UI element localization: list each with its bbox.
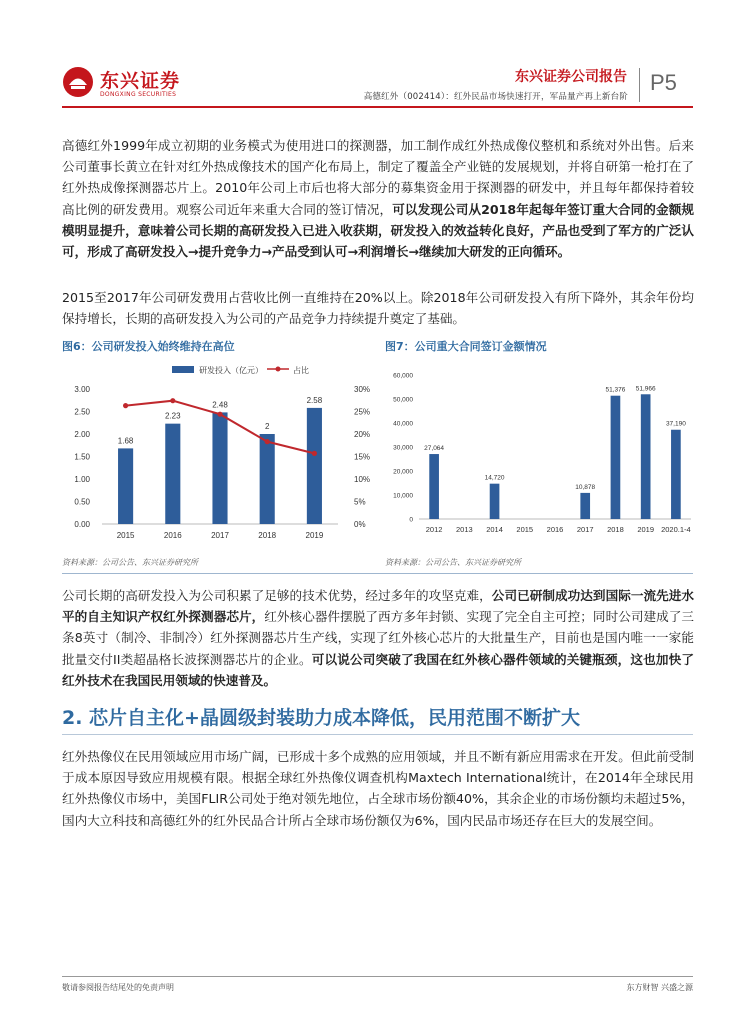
figure-divider [62,573,693,574]
company-logo [62,62,182,106]
y2-tick-label: 30% [354,385,371,394]
x-tick-label: 2019 [637,525,655,534]
y2-tick-label: 0% [354,520,366,529]
x-tick-label: 2012 [425,525,443,534]
header-rule [62,106,693,108]
bar [641,394,651,519]
line-point [265,439,270,444]
logo-mark-icon [62,66,94,98]
paragraph-1 [62,135,694,262]
x-tick-label: 2019 [305,531,324,540]
x-tick-label: 2017 [211,531,229,540]
x-tick-label: 2014 [486,525,503,534]
figure-6-chart [62,356,374,552]
bar [165,424,180,524]
bar-value-label: 37,190 [665,420,686,428]
y-tick-label: 2.00 [74,430,90,439]
y2-tick-label: 15% [354,452,371,462]
y-tick-label: 1.00 [74,475,90,484]
bar-value-label: 14,720 [484,474,505,482]
bar [580,493,590,519]
report-subtitle: 高德红外（002414）：红外民品市场快速打开，军品量产再上新台阶 [363,92,628,102]
bar-value-label: 2.23 [165,411,181,421]
line-point [123,403,128,408]
bar-value-label: 2.48 [212,400,228,410]
bar-value-label: 10,878 [575,483,596,491]
paragraph-1-bold: 可以发现公司从2018年起每年签订重大合同的金额规模明显提升，意味着公司长期的高研发投入已进入收获期，研发投入的效益转化良好，产品也受到了军方的广泛认可，形成了高研发投入→提升竞争力→产品受到认可→利润增长→继续加大研发的正向循环。 [62,201,695,260]
bar [307,408,322,524]
bar [212,412,227,524]
paragraph-2: 2015至2017年公司研发费用占营收比例一直维持在20%以上。除2018年公司研发投入有所下降外，其余年份均保持增长，长期的高研发投入为公司的产品竞争力持续提升奠定了基础。 [62,290,694,327]
x-tick-label: 2018 [607,525,624,534]
x-tick-label: 2020.1-4 [661,525,691,534]
y-tick-label: 60,000 [393,372,413,380]
legend-line-marker [276,367,281,372]
report-title: 东兴证券公司报告 [515,69,627,85]
bar-value-label: 51,376 [605,386,626,394]
x-tick-label: 2015 [116,531,135,540]
y-tick-label: 30,000 [393,444,413,452]
y-tick-label: 0.50 [74,497,90,507]
figure-7-source: 资料来源：公司公告、东兴证券研究所 [385,558,521,567]
bar [671,430,681,519]
y2-tick-label: 5% [354,497,366,507]
paragraph-3-text-a: 公司长期的高研发投入为公司积累了足够的技术优势，经过多年的攻坚克难， [62,588,492,603]
line-point [170,398,175,403]
footer-slogan: 东方财智 兴盛之源 [626,983,693,992]
figure-6-title: 图6：公司研发投入始终维持在高位 [62,340,235,353]
legend-line-label: 占比 [293,366,309,375]
y-tick-label: 40,000 [393,420,413,428]
figure-7-title: 图7：公司重大合同签订金额情况 [385,340,547,353]
bar [260,434,275,524]
line-point [217,412,222,417]
section-rule [62,734,693,735]
y-tick-label: 20,000 [393,468,413,476]
y-tick-label: 0 [409,516,413,524]
figure-7-chart [385,356,695,552]
bar-value-label: 27,064 [424,445,445,453]
x-tick-label: 2016 [163,531,182,540]
y-tick-label: 2.50 [74,407,90,417]
figure-6-source: 资料来源：公司公告、东兴证券研究所 [62,558,198,567]
x-tick-label: 2017 [576,525,594,534]
x-tick-label: 2016 [546,525,564,534]
x-tick-label: 2015 [516,525,534,534]
y-tick-label: 3.00 [74,385,90,394]
bar [611,396,621,519]
y2-tick-label: 20% [354,430,371,439]
bar-value-label: 1.68 [117,436,134,446]
line-point [312,451,317,456]
paragraph-3 [62,585,694,691]
section-heading: 2. 芯片自主化+晶圆级封装助力成本降低，民用范围不断扩大 [62,707,580,729]
y-tick-label: 10,000 [393,492,413,500]
footer-rule [62,976,693,977]
footer-disclaimer: 敬请参阅报告结尾处的免责声明 [62,983,174,992]
bar-value-label: 51,966 [635,385,656,393]
y2-tick-label: 10% [354,475,371,484]
y-tick-label: 1.50 [74,452,90,462]
header-divider [639,68,640,102]
bar-value-label: 2 [264,422,270,431]
logo-text: 东兴证券 [100,70,181,92]
bar [429,454,439,519]
paragraph-3-text-b: 红外核心器件摆脱了西方多年封锁、实现了完全自主可控；同时公司建成了三条8英寸（制冷、非制冷）红外探测器芯片生产线，实现了红外核心芯片的大批量生产，目前也是国内唯一一家能批量交付II类超晶格长波探测器芯片的企业。 [62,609,695,667]
bar [118,448,133,524]
y2-tick-label: 25% [354,407,371,417]
paragraph-4: 红外热像仪在民用领域应用市场广阔，已形成十多个成熟的应用领域，并且不断有新应用需求在开发。但此前受制于成本原因导致应用规模有限。根据全球红外热像仪调查机构Maxtech International统计，在2014年全球民用红外热像仪市场中，美国FLIR公司处于绝对领先地位，占全球市场份额40%，其余企业的市场份额均未超过5%，国内大立科技和高德红外的红外民品合计所占全球市场份额仅为6%，国内民品市场还存在巨大的发展空间。 [62,749,694,828]
x-tick-label: 2013 [455,525,473,534]
bar [490,484,500,519]
y-tick-label: 0.00 [74,520,90,529]
legend-bar-label: 研发投入（亿元） [199,366,263,375]
logo-english-text: DONGXING SECURITIES [100,91,177,98]
x-tick-label: 2018 [258,531,277,540]
bar-value-label: 2.58 [306,395,323,405]
paragraph-3-bold-b: 可以说公司突破了我国在红外核心器件领域的关键瓶颈，这也加快了红外技术在我国民用领域的快速普及。 [62,651,694,688]
paragraph-1-text: 高德红外1999年成立初期的业务模式为使用进口的探测器，加工制作成红外热成像仪整机和系统对外出售。后来公司董事长黄立在针对红外热成像技术的国产化布局上，制定了覆盖全产业链的发展规划，并将自研第一枪打在了红外热成像探测器芯片上。2010年公司上市后也将大部分的募集资金用于探测器的研发中，并且每年都保持着较高比例的研发费用。观察公司近年来重大合同的签订情况， [62,138,694,217]
y-tick-label: 50,000 [393,396,413,404]
legend-bar-swatch [172,366,194,373]
page-number: P5 [650,70,677,95]
paragraph-3-bold-a: 公司已研制成功达到国际一流先进水平的自主知识产权红外探测器芯片， [62,588,695,625]
